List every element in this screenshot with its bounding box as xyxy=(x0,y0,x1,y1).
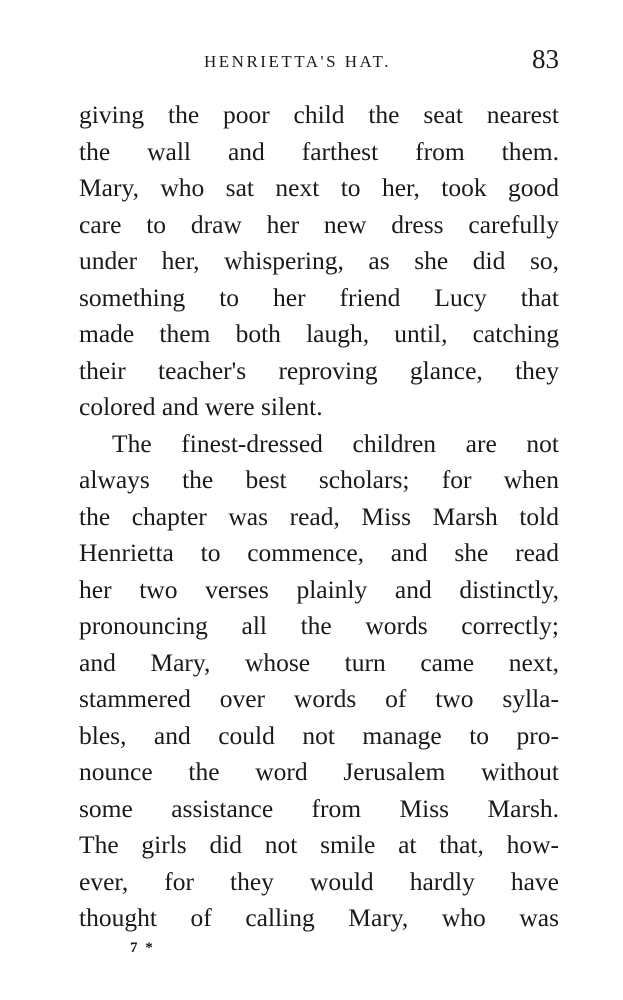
text-line: some assistance from Miss Marsh. xyxy=(79,793,559,823)
text-line: under her, whispering, as she did so, xyxy=(79,246,559,275)
text-line: their teacher's reproving glance, they xyxy=(79,355,559,385)
text-line: Henrietta to commence, and she read xyxy=(79,538,559,567)
text-line: her two verses plainly and distinctly, xyxy=(79,574,559,604)
text-line: colored and were silent. xyxy=(79,392,323,421)
text-line: something to her friend Lucy that xyxy=(79,282,559,312)
text-line: the chapter was read, Miss Marsh told xyxy=(79,501,559,531)
text-line: pronouncing all the words correctly; xyxy=(79,611,559,640)
text-line: The finest-dressed children are not xyxy=(112,428,559,458)
text-line: care to draw her new dress carefully xyxy=(79,209,559,239)
text-line: Mary, who sat next to her, took good xyxy=(79,173,559,202)
running-title: HENRIETTA'S HAT. xyxy=(204,52,391,71)
text-line: and Mary, whose turn came next, xyxy=(79,647,559,677)
text-line: the wall and farthest from them. xyxy=(79,136,559,166)
text-line: giving the poor child the seat nearest xyxy=(79,100,559,129)
page-number: 83 xyxy=(532,44,559,74)
running-head xyxy=(79,46,559,78)
body-text xyxy=(79,97,559,937)
text-line: always the best scholars; for when xyxy=(79,465,559,494)
text-line: The girls did not smile at that, how- xyxy=(79,830,559,859)
text-line: thought of calling Mary, who was xyxy=(79,903,559,932)
text-line: stammered over words of two sylla- xyxy=(79,684,559,713)
signature-mark: 7 * xyxy=(130,940,155,956)
text-line: made them both laugh, until, catching xyxy=(79,319,559,348)
text-line: nounce the word Jerusalem without xyxy=(79,757,559,786)
text-line: ever, for they would hardly have xyxy=(79,866,559,896)
text-line: bles, and could not manage to pro- xyxy=(79,720,559,750)
